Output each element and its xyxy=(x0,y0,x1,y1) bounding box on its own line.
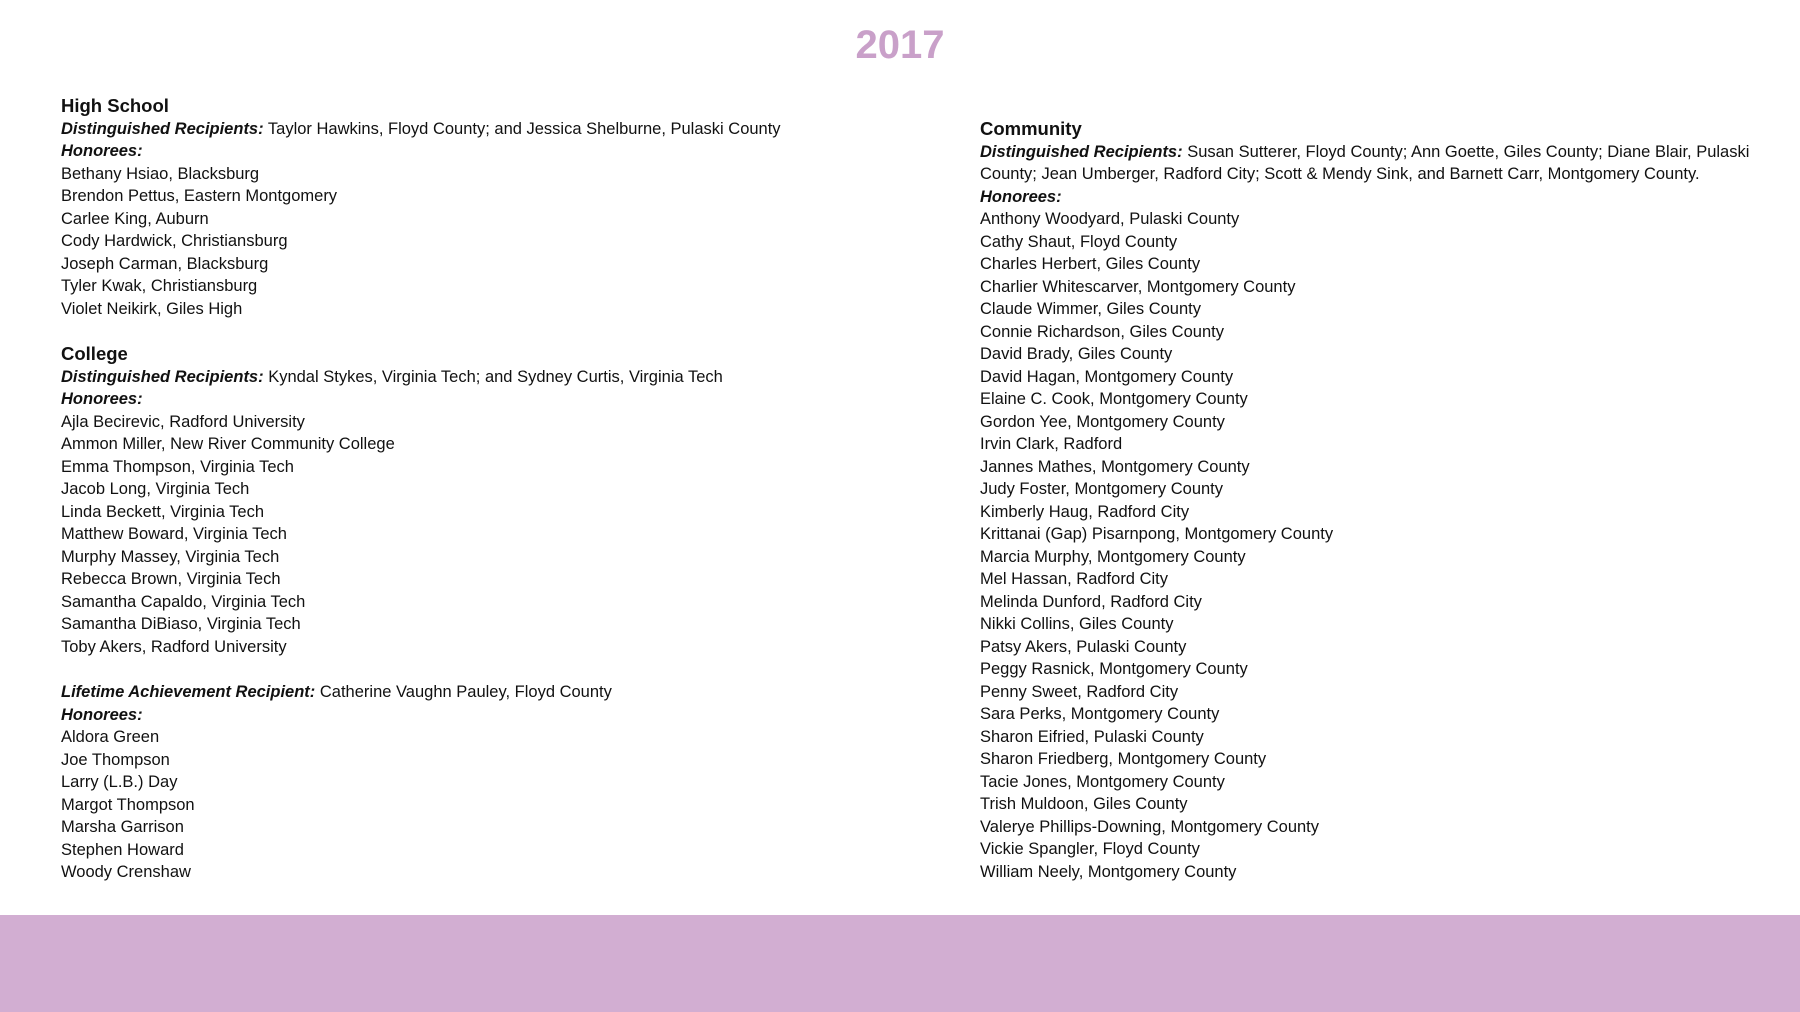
honorees-label: Honorees: xyxy=(980,187,1062,206)
honoree-item: Kimberly Haug, Radford City xyxy=(980,502,1190,521)
honoree-item: Elaine C. Cook, Montgomery County xyxy=(980,390,1248,408)
community-honorees-list xyxy=(980,208,1760,883)
honoree-item: Krittanai (Gap) Pisarnpong, Montgomery County xyxy=(980,525,1334,543)
distinguished-label: Distinguished Recipients: xyxy=(61,367,264,386)
high-school-distinguished xyxy=(61,118,911,141)
honoree-item: Sharon Friedberg, Montgomery County xyxy=(980,750,1267,768)
honoree-item: Melinda Dunford, Radford City xyxy=(980,592,1202,611)
honoree-item: Jacob Long, Virginia Tech xyxy=(61,480,250,498)
honoree-item: William Neely, Montgomery County xyxy=(980,862,1237,881)
honoree-item: Sharon Eifried, Pulaski County xyxy=(980,727,1204,746)
honoree-item: Cody Hardwick, Christiansburg xyxy=(61,232,288,250)
honoree-item: Vickie Spangler, Floyd County xyxy=(980,840,1200,858)
honoree-item: Linda Beckett, Virginia Tech xyxy=(61,502,265,521)
honoree-item: Brendon Pettus, Eastern Montgomery xyxy=(61,187,338,205)
community-title: Community xyxy=(980,118,1082,139)
footer-band xyxy=(0,915,1800,1012)
honoree-item: Joe Thompson xyxy=(61,750,170,769)
honoree-item: Sara Perks, Montgomery County xyxy=(980,705,1220,723)
honoree-item: Connie Richardson, Giles County xyxy=(980,322,1224,341)
honoree-item: Margot Thompson xyxy=(61,795,195,814)
high-school-section xyxy=(61,95,911,320)
community-section xyxy=(980,118,1760,883)
honoree-item: Carlee King, Auburn xyxy=(61,209,209,228)
college-distinguished xyxy=(61,366,911,389)
distinguished-recipients: Kyndal Stykes, Virginia Tech; and Sydney Curtis, Virginia Tech xyxy=(263,367,723,386)
distinguished-recipients-line1: Susan Sutterer, Floyd County; Ann Goette, Giles County; Diane Blair, Pulaski xyxy=(1182,142,1750,161)
honoree-item: David Brady, Giles County xyxy=(980,345,1173,363)
page-title: 2017 xyxy=(855,23,945,67)
honoree-item: Charlier Whitescarver, Montgomery County xyxy=(980,277,1296,296)
college-title: College xyxy=(61,343,128,364)
honoree-item: Matthew Boward, Virginia Tech xyxy=(61,525,287,543)
distinguished-recipients-line2: County; Jean Umberger, Radford City; Scott & Mendy Sink, and Barnett Carr, Montgomery County. xyxy=(980,165,1700,183)
honoree-item: Patsy Akers, Pulaski County xyxy=(980,637,1187,656)
community-distinguished xyxy=(980,141,1760,186)
right-column xyxy=(980,118,1760,906)
honoree-item: David Hagan, Montgomery County xyxy=(980,367,1234,386)
honoree-item: Anthony Woodyard, Pulaski County xyxy=(980,210,1240,228)
honoree-item: Cathy Shaut, Floyd County xyxy=(980,232,1178,251)
honorees-label: Honorees: xyxy=(61,142,143,160)
college-honorees-list xyxy=(61,411,911,659)
honoree-item: Marsha Garrison xyxy=(61,818,184,836)
honoree-item: Aldora Green xyxy=(61,728,160,746)
honoree-item: Nikki Collins, Giles County xyxy=(980,615,1174,633)
lifetime-recipient-label: Lifetime Achievement Recipient: xyxy=(61,683,316,701)
honoree-item: Stephen Howard xyxy=(61,840,184,859)
honoree-item: Toby Akers, Radford University xyxy=(61,637,287,656)
lifetime-recipient xyxy=(61,681,911,704)
honoree-item: Mel Hassan, Radford City xyxy=(980,570,1168,588)
lifetime-honorees-list xyxy=(61,726,911,884)
honoree-item: Irvin Clark, Radford xyxy=(980,435,1123,453)
honoree-item: Samantha DiBiaso, Virginia Tech xyxy=(61,615,301,633)
honoree-item: Charles Herbert, Giles County xyxy=(980,255,1201,273)
honoree-item: Peggy Rasnick, Montgomery County xyxy=(980,660,1248,678)
lifetime-recipient-name: Catherine Vaughn Pauley, Floyd County xyxy=(315,683,612,701)
honoree-item: Ammon Miller, New River Community College xyxy=(61,435,395,453)
distinguished-label: Distinguished Recipients: xyxy=(980,142,1183,161)
high-school-honorees-list xyxy=(61,163,911,321)
honoree-item: Tyler Kwak, Christiansburg xyxy=(61,277,258,295)
honorees-label: Honorees: xyxy=(61,390,143,408)
honoree-item: Ajla Becirevic, Radford University xyxy=(61,412,305,431)
honoree-item: Murphy Massey, Virginia Tech xyxy=(61,547,280,566)
honoree-item: Trish Muldoon, Giles County xyxy=(980,795,1188,813)
honoree-item: Violet Neikirk, Giles High xyxy=(61,299,243,318)
honoree-item: Marcia Murphy, Montgomery County xyxy=(980,547,1246,566)
high-school-title: High School xyxy=(61,95,169,116)
honoree-item: Joseph Carman, Blacksburg xyxy=(61,254,269,273)
honoree-item: Samantha Capaldo, Virginia Tech xyxy=(61,592,306,611)
distinguished-label: Distinguished Recipients: xyxy=(61,119,264,138)
honoree-item: Emma Thompson, Virginia Tech xyxy=(61,457,294,476)
college-section xyxy=(61,343,911,658)
honoree-item: Tacie Jones, Montgomery County xyxy=(980,772,1225,791)
honorees-label: Honorees: xyxy=(61,705,143,724)
honoree-item: Claude Wimmer, Giles County xyxy=(980,300,1201,318)
honoree-item: Jannes Mathes, Montgomery County xyxy=(980,457,1250,476)
lifetime-section xyxy=(61,681,911,884)
honoree-item: Woody Crenshaw xyxy=(61,863,191,881)
honoree-item: Valerye Phillips-Downing, Montgomery County xyxy=(980,817,1320,836)
honoree-item: Rebecca Brown, Virginia Tech xyxy=(61,570,281,588)
left-column xyxy=(61,95,911,907)
honoree-item: Penny Sweet, Radford City xyxy=(980,682,1179,701)
distinguished-recipients: Taylor Hawkins, Floyd County; and Jessica Shelburne, Pulaski County xyxy=(263,119,781,138)
honoree-item: Gordon Yee, Montgomery County xyxy=(980,412,1225,431)
honoree-item: Larry (L.B.) Day xyxy=(61,773,178,791)
honoree-item: Bethany Hsiao, Blacksburg xyxy=(61,164,260,183)
honoree-item: Judy Foster, Montgomery County xyxy=(980,480,1224,498)
